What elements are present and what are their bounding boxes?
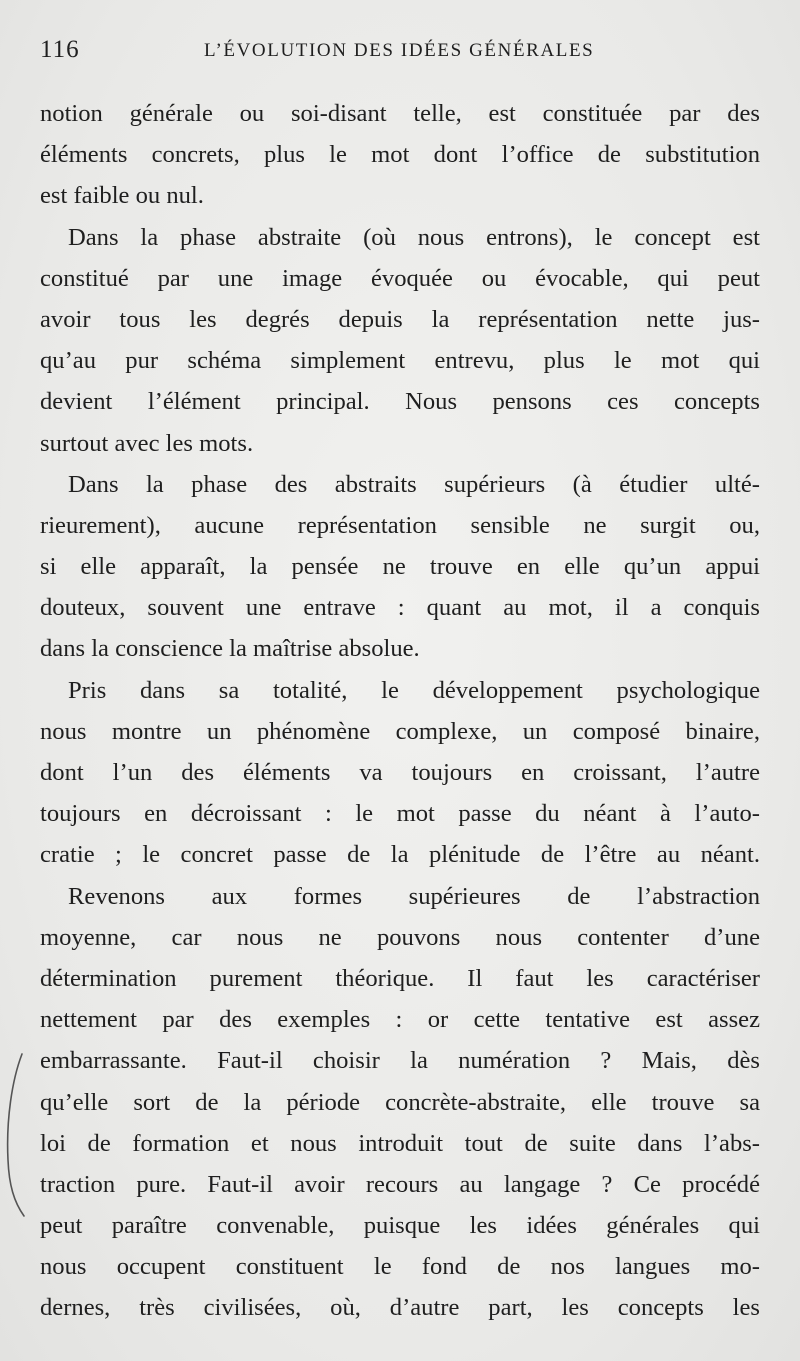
text-line: si elle apparaît, la pensée ne trouve en elle qu’un appui <box>40 553 760 581</box>
text-line: Dans la phase abstraite (où nous entrons), le concept est <box>68 223 760 251</box>
text-line: détermination purement théorique. Il faut les caractériser <box>40 964 760 992</box>
text-line: toujours en décroissant : le mot passe du néant à l’auto- <box>40 800 760 828</box>
text-line: qu’au pur schéma simplement entrevu, plus le mot qui <box>40 347 760 375</box>
text-line: devient l’élément principal. Nous pensons ces concepts <box>40 388 760 416</box>
text-line: nous montre un phénomène complexe, un composé binaire, <box>40 717 760 745</box>
margin-pencil-mark <box>0 1050 30 1220</box>
page-header <box>40 36 760 66</box>
text-line: est faible ou nul. <box>40 182 204 210</box>
text-line: Revenons aux formes supérieures de l’abstraction <box>68 882 760 910</box>
text-line: dont l’un des éléments va toujours en croissant, l’autre <box>40 759 760 786</box>
text-line: Pris dans sa totalité, le développement psychologique <box>68 676 760 704</box>
text-line: moyenne, car nous ne pouvons nous contenter d’une <box>40 923 760 951</box>
text-line: loi de formation et nous introduit tout de suite dans l’abs- <box>40 1129 760 1157</box>
text-line: constitué par une image évoquée ou évocable, qui peut <box>40 264 760 292</box>
text-line: dernes, très civilisées, où, d’autre part, les concepts les <box>40 1294 760 1322</box>
text-line: nettement par des exemples : or cette tentative est assez <box>40 1006 760 1034</box>
text-line: surtout avec les mots. <box>40 429 254 457</box>
text-line: traction pure. Faut-il avoir recours au langage ? Ce procédé <box>40 1170 760 1198</box>
text-line: nous occupent constituent le fond de nos langues mo- <box>40 1253 760 1281</box>
text-line: rieurement), aucune représentation sensible ne surgit ou, <box>40 511 760 539</box>
text-line: éléments concrets, plus le mot dont l’office de substitution <box>40 141 760 169</box>
page-number: 116 <box>40 36 80 63</box>
text-line: douteux, souvent une entrave : quant au mot, il a conquis <box>40 594 760 622</box>
text-line: avoir tous les degrés depuis la représentation nette jus- <box>40 305 760 333</box>
body-text <box>40 93 760 1329</box>
running-title: L’ÉVOLUTION DES IDÉES GÉNÉRALES <box>204 40 595 61</box>
text-line: embarrassante. Faut-il choisir la numération ? Mais, dès <box>40 1047 760 1075</box>
text-line: dans la conscience la maîtrise absolue. <box>40 635 420 663</box>
text-line: Dans la phase des abstraits supérieurs (à étudier ulté- <box>68 470 760 498</box>
text-line: notion générale ou soi-disant telle, est constituée par des <box>40 100 760 127</box>
text-line: qu’elle sort de la période concrète-abstraite, elle trouve sa <box>40 1088 760 1116</box>
text-line: peut paraître convenable, puisque les idées générales qui <box>40 1212 760 1240</box>
text-line: cratie ; le concret passe de la plénitude de l’être au néant. <box>40 841 760 869</box>
